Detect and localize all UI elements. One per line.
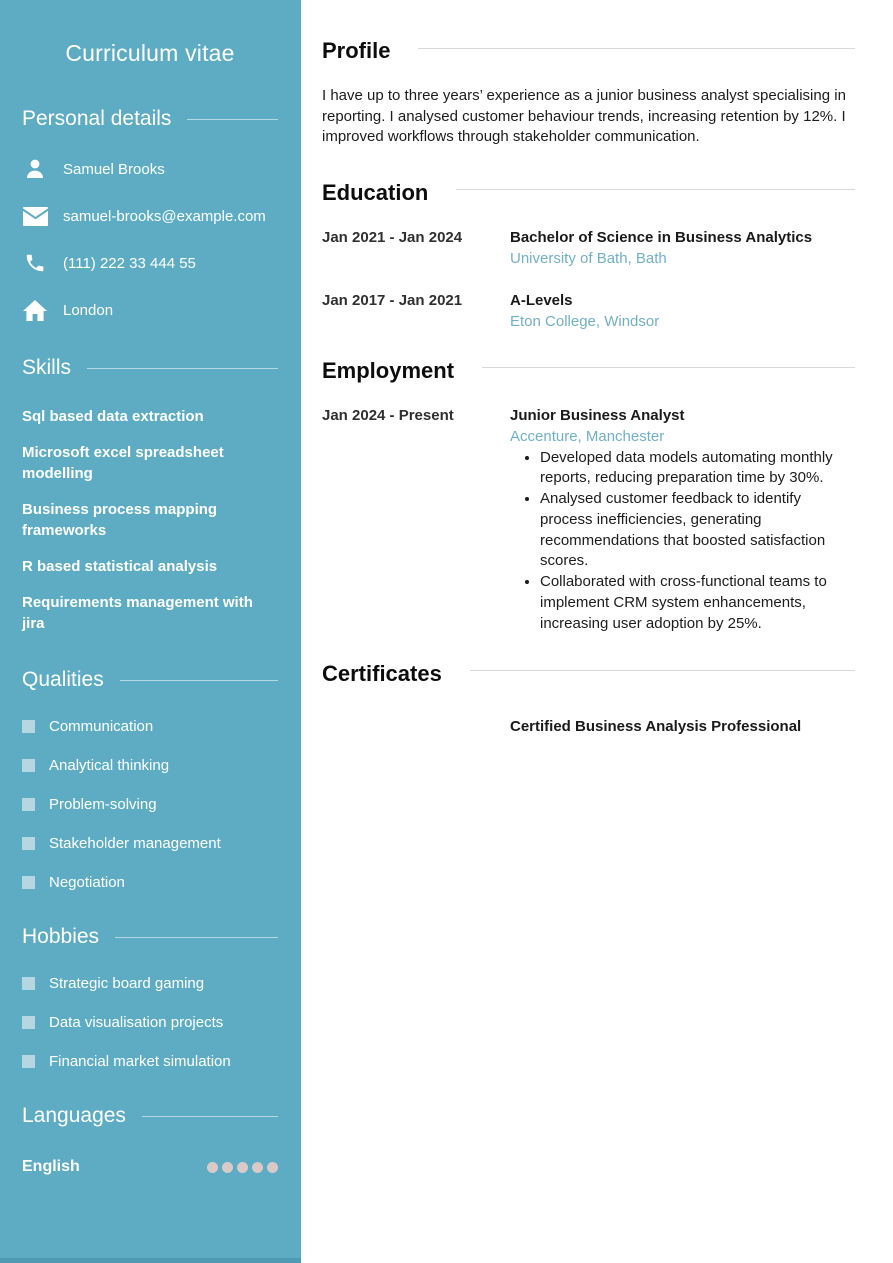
heading-rule: [187, 119, 278, 120]
square-bullet-icon: [22, 1055, 35, 1068]
education-entry: [322, 228, 855, 269]
languages-section: [22, 1104, 278, 1176]
language-level-dot: [267, 1162, 278, 1173]
skills-section: [22, 356, 278, 634]
employment-bullet: • Developed data models automating monthly reports, reducing preparation time by 30%.: [540, 448, 855, 490]
personal-item-email: [22, 204, 278, 228]
quality-item: [22, 796, 278, 813]
heading-rule: [482, 367, 855, 368]
employment-heading-label: Employment: [322, 357, 455, 383]
certificate-title: Certified Business Analysis Professional: [510, 717, 802, 735]
profile-heading-label: Profile: [322, 38, 391, 63]
sidebar: [0, 0, 301, 1263]
qualities-section: [22, 668, 278, 891]
skill-item: Sql based data extraction: [22, 408, 204, 425]
square-bullet-icon: [22, 1016, 35, 1029]
quality-label: Analytical thinking: [49, 757, 170, 774]
education-institution: University of Bath, Bath: [510, 249, 667, 267]
languages-heading: [22, 1104, 278, 1128]
employment-bullet: • Collaborated with cross-functional teams to implement CRM system enhancements, increasing user adoption by 25%.: [540, 572, 855, 634]
square-bullet-icon: [22, 837, 35, 850]
language-level-indicator: [207, 1162, 278, 1173]
square-bullet-icon: [22, 759, 35, 772]
phone-icon: [22, 251, 48, 275]
skill-item: Business process mapping frameworks: [22, 501, 218, 539]
education-period: Jan 2021 - Jan 2024: [322, 228, 463, 246]
quality-item: [22, 835, 278, 852]
hobbies-heading-label: Hobbies: [22, 925, 100, 948]
quality-label: Communication: [49, 718, 154, 735]
profile-heading: [322, 38, 855, 64]
education-heading-label: Education: [322, 179, 429, 205]
certificates-heading-label: Certificates: [322, 660, 442, 686]
heading-rule: [142, 1116, 278, 1117]
language-level-dot: [252, 1162, 263, 1173]
skill-item: R based statistical analysis: [22, 558, 218, 575]
skills-heading: [22, 356, 278, 380]
education-institution: Eton College, Windsor: [510, 312, 660, 330]
employment-bullet: • Analysed customer feedback to identify process inefficiencies, generating recommendations that boosted satisfaction scores.: [540, 489, 855, 572]
quality-label: Stakeholder management: [49, 835, 221, 852]
employment-company: Accenture, Manchester: [510, 427, 665, 445]
personal-item-text: (111) 222 33 444 55: [63, 254, 196, 272]
hobby-item: [22, 975, 278, 992]
skill-item: Microsoft excel spreadsheet modelling: [22, 444, 224, 482]
personal-item-text: London: [63, 301, 114, 319]
education-title: A-Levels: [510, 291, 573, 309]
personal-item-city: [22, 298, 278, 322]
education-heading: [322, 180, 855, 206]
heading-rule: [470, 670, 855, 671]
education-title: Bachelor of Science in Business Analytics: [510, 228, 813, 246]
hobbies-heading: [22, 925, 278, 949]
language-row: [22, 1158, 278, 1176]
languages-heading-label: Languages: [22, 1104, 126, 1127]
quality-label: Negotiation: [49, 874, 125, 891]
qualities-heading-label: Qualities: [22, 668, 104, 691]
skills-heading-label: Skills: [22, 356, 72, 379]
certificate-period-empty: [322, 717, 510, 737]
profile-text: I have up to three years’ experience as a junior business analyst specialising in reporting. I analysed customer behaviour trends, increasing retention by 12%. I improved workflows through stakeholder communication.: [322, 87, 846, 145]
quality-item: [22, 874, 278, 891]
heading-rule: [115, 937, 278, 938]
main-content: [301, 0, 893, 1263]
hobby-item: [22, 1014, 278, 1031]
certificates-heading: [322, 661, 855, 687]
personal-item-text: samuel-brooks@example.com: [63, 207, 266, 225]
user-icon: [22, 157, 48, 181]
heading-rule: [120, 680, 278, 681]
education-period: Jan 2017 - Jan 2021: [322, 291, 463, 309]
employment-title: Junior Business Analyst: [510, 406, 685, 424]
mail-icon: [22, 204, 48, 228]
heading-rule: [87, 368, 278, 369]
personal-details-heading: [22, 107, 278, 131]
employment-bullet-list: [510, 448, 855, 635]
certificate-entry: [322, 717, 855, 737]
hobbies-section: [22, 925, 278, 1070]
skill-item: Requirements management with jira: [22, 594, 253, 632]
heading-rule: [418, 48, 855, 49]
home-icon: [22, 298, 48, 322]
education-entry: [322, 291, 855, 332]
square-bullet-icon: [22, 977, 35, 990]
hobby-label: Strategic board gaming: [49, 975, 205, 992]
square-bullet-icon: [22, 720, 35, 733]
personal-item-phone: [22, 251, 278, 275]
hobby-item: [22, 1053, 278, 1070]
quality-item: [22, 718, 278, 735]
employment-entry: [322, 406, 855, 635]
employment-period: Jan 2024 - Present: [322, 406, 454, 424]
language-level-dot: [222, 1162, 233, 1173]
square-bullet-icon: [22, 798, 35, 811]
hobby-label: Data visualisation projects: [49, 1014, 224, 1031]
square-bullet-icon: [22, 876, 35, 889]
quality-label: Problem-solving: [49, 796, 157, 813]
hobby-label: Financial market simulation: [49, 1053, 231, 1070]
qualities-heading: [22, 668, 278, 692]
language-level-dot: [207, 1162, 218, 1173]
employment-heading: [322, 358, 855, 384]
heading-rule: [456, 189, 855, 190]
personal-item-text: Samuel Brooks: [63, 160, 165, 178]
language-name: English: [22, 1158, 80, 1175]
personal-item-name: [22, 157, 278, 181]
quality-item: [22, 757, 278, 774]
cv-title: Curriculum vitae: [65, 40, 235, 66]
language-level-dot: [237, 1162, 248, 1173]
personal-details-heading-label: Personal details: [22, 107, 172, 130]
